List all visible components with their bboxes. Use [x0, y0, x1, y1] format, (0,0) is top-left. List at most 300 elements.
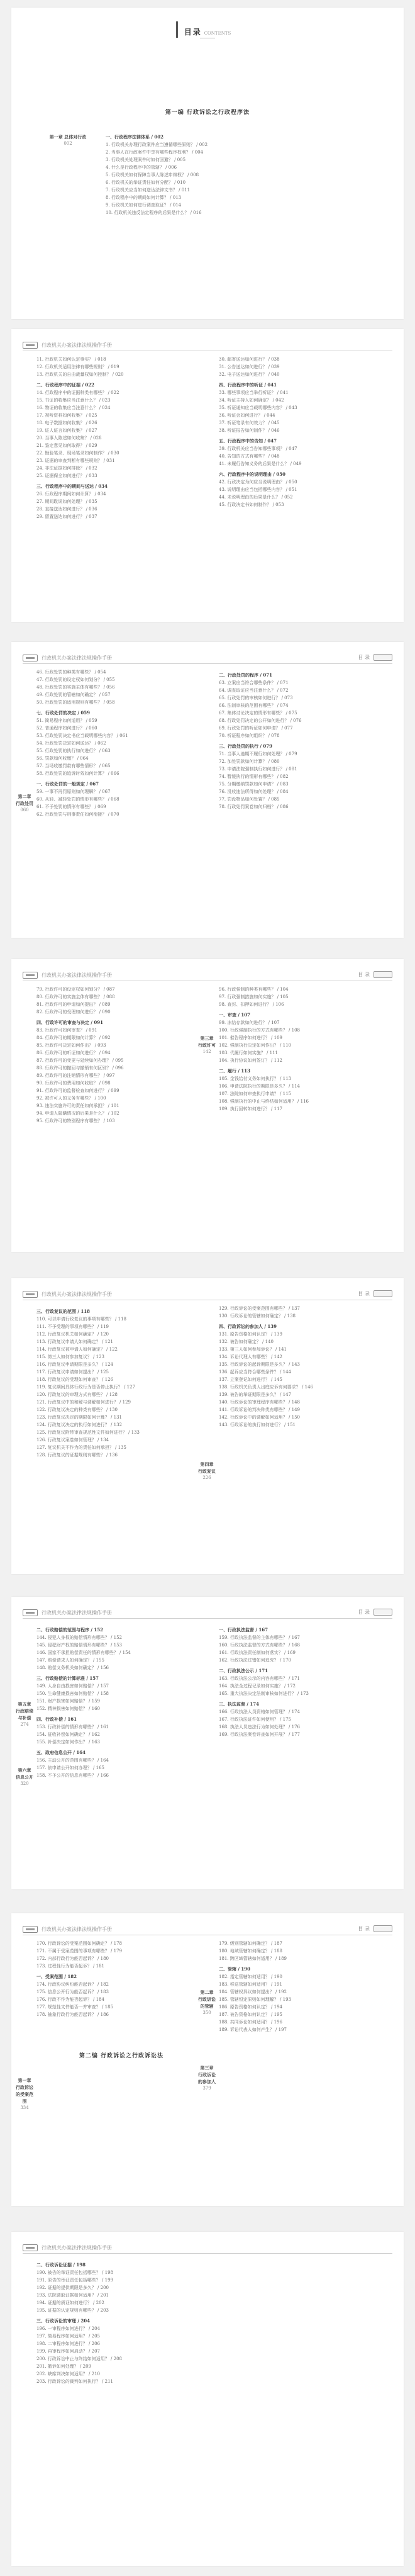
toc-entry: 62. 行政处罚与刑事责任如何衔接？ / 070	[36, 812, 119, 817]
toc-entry: 142. 行政诉讼中的调解如何适用？ / 150	[219, 1415, 300, 1420]
toc-section-heading: 四、行政许可的审查与决定 / 091	[36, 1020, 104, 1025]
toc-entry: 101. 催告程序如何进行？ / 109	[219, 1035, 282, 1040]
toc-entry: 52. 普通程序如何进行？ / 060	[36, 726, 97, 731]
toc-title-text: 目录	[184, 28, 202, 37]
toc-entry: 51. 简易程序如何适用？ / 059	[36, 718, 97, 723]
toc-entry: 66. 法制审核的范围有哪些？ / 074	[219, 703, 289, 708]
toc-section-heading: 四、行政程序中的听证 / 041	[219, 382, 277, 388]
toc-entry: 45. 行政决定书如何制作？ / 053	[219, 502, 284, 507]
chapter-label	[49, 133, 87, 147]
toc-entry: 48. 行政处罚的实施主体有哪些？ / 056	[36, 685, 115, 690]
publisher-logo-icon	[23, 1609, 38, 1616]
toc-entry: 27. 期间耽误如何处理？ / 035	[36, 499, 97, 504]
chapter-page: 060	[20, 807, 29, 813]
toc-entry: 35. 听证通知应当载明哪些内容？ / 043	[219, 405, 297, 410]
toc-entry: 42. 行政决定为何应当说明理由？ / 050	[219, 480, 297, 485]
toc-list-right	[219, 1623, 389, 1738]
toc-section-heading: 二、行政执法公示 / 171	[219, 1668, 268, 1673]
header-title: 行政机关办案法律法规操作手册	[42, 655, 112, 661]
chapter-name: 第二章 行政诉讼的管辖	[198, 1989, 216, 2009]
toc-entry: 93. 违法实施许可的责任如何承担？ / 101	[36, 1103, 119, 1108]
toc-entry: 119. 复议期间具体行政行为是否停止执行？ / 127	[36, 1385, 135, 1390]
toc-section-heading: 五、政府信息公开 / 164	[36, 1750, 86, 1755]
toc-entry: 22. 勘验笔录、现场笔录如何制作？ / 030	[36, 451, 119, 456]
toc-entry: 28. 直接送达如何进行？ / 036	[36, 507, 97, 512]
toc-entry: 192. 证据的提供期限是多久？ / 200	[36, 2285, 109, 2290]
toc-entry: 82. 行政许可的受理如何进行？ / 090	[36, 1010, 111, 1015]
toc-section-heading: 三、行政程序中的期间与送达 / 034	[36, 483, 108, 489]
header-title: 行政机关办案法律法规操作手册	[42, 1926, 112, 1932]
toc-entry: 186. 原告资格如何认定？ / 194	[219, 2005, 282, 2010]
toc-entry: 65. 行政处罚的审核如何进行？ / 073	[219, 695, 293, 700]
toc-entry: 41. 未履行告知义务的后果是什么？ / 049	[219, 461, 302, 466]
toc-entry: 112. 行政复议机关如何确定？ / 120	[36, 1332, 109, 1337]
toc-entry: 157. 依申请公开如何办理？ / 165	[36, 1765, 104, 1770]
toc-entry: 124. 行政复议决定的执行如何进行？ / 132	[36, 1422, 122, 1427]
toc-entry: 120. 行政复议的审理方式有哪些？ / 128	[36, 1392, 118, 1397]
toc-page-2	[11, 329, 404, 622]
toc-entry: 2. 当事人在行政案件中享有哪些程序权利？ / 004	[106, 150, 204, 155]
chapter-name: 第六章 信息公开	[16, 1767, 33, 1780]
toc-entry: 80. 行政许可的实施主体有哪些？ / 088	[36, 994, 115, 999]
toc-entry: 188. 共同诉讼如何适用？ / 196	[219, 2020, 282, 2025]
header-rule	[23, 2253, 392, 2254]
toc-list-left	[36, 1623, 206, 1779]
toc-entry: 95. 行政许可的特别程序有哪些？ / 103	[36, 1118, 115, 1123]
toc-entry: 29. 留置送达如何进行？ / 037	[36, 514, 97, 519]
chapter-name: 第一章 行政诉讼的受案范围	[16, 2078, 33, 2104]
toc-entry: 99. 冻结存款如何进行？ / 107	[219, 1020, 280, 1025]
toc-entry: 153. 行政补偿的情形有哪些？ / 161	[36, 1724, 109, 1730]
chapter-label	[15, 1701, 34, 1728]
toc-entry: 182. 指定管辖如何适用？ / 190	[219, 1974, 282, 1979]
publisher-logo-icon	[23, 972, 38, 979]
chapter-label	[197, 2064, 216, 2092]
toc-entry: 172. 内部行政行为能否起诉？ / 180	[36, 1956, 109, 1961]
header-title: 行政机关办案法律法规操作手册	[42, 1609, 112, 1616]
toc-entry: 196. 一审程序如何进行？ / 204	[36, 2326, 100, 2331]
toc-entry: 191. 原告的举证责任包括哪些？ / 199	[36, 2278, 113, 2283]
toc-list-right	[219, 1940, 389, 2033]
toc-entry: 106. 申请法院执行的期限是多久？ / 114	[219, 1084, 300, 1089]
toc-entry: 14. 行政程序中的证据种类有哪些？ / 022	[36, 390, 119, 395]
toc-entry: 138. 行政机关负责人出庭应诉有何要求？ / 146	[219, 1385, 313, 1390]
toc-entry: 200. 行政诉讼中止与终结如何适用？ / 208	[36, 2356, 122, 2361]
toc-entry: 166. 行政执法人员资格如何管理？ / 174	[219, 1709, 300, 1714]
chapter-name: 第二章 行政处罚	[16, 794, 33, 806]
toc-entry: 185. 管辖恒定原则如何理解？ / 193	[219, 1997, 291, 2002]
toc-entry: 197. 简易程序如何适用？ / 205	[36, 2334, 100, 2339]
header-right	[358, 654, 392, 661]
toc-entry: 50. 行政处罚的适用规则有哪些？ / 058	[36, 700, 115, 705]
toc-entry: 83. 行政许可如何审查？ / 091	[36, 1028, 97, 1033]
toc-entry: 145. 侵犯财产权的赔偿情形有哪些？ / 153	[36, 1643, 122, 1648]
toc-entry: 36. 听证会如何进行？ / 044	[219, 413, 275, 418]
toc-entry: 123. 行政复议决定的期限如何计算？ / 131	[36, 1415, 122, 1420]
toc-section-heading: 三、行政复议的范围 / 118	[36, 1308, 91, 1314]
toc-entry: 8. 行政程序中的期间如何计算？ / 013	[106, 195, 182, 200]
toc-section-heading: 二、行政诉讼证据 / 198	[36, 2262, 86, 2268]
toc-page-6	[11, 1597, 404, 1889]
toc-entry: 178. 抽象行政行为能否起诉？ / 186	[36, 2012, 109, 2017]
toc-entry: 168. 执法人员违法行为如何处理？ / 176	[219, 1724, 300, 1730]
toc-entry: 20. 当事人陈述如何收集？ / 028	[36, 436, 102, 441]
toc-entry: 77. 罚没物品如何处置？ / 085	[219, 797, 280, 802]
toc-entry: 24. 非法证据如何排除？ / 032	[36, 466, 97, 471]
toc-entry: 18. 电子数据如何收集？ / 026	[36, 420, 97, 425]
toc-entry: 201. 撤诉如何处理？ / 209	[36, 2364, 91, 2369]
toc-entry: 110. 可以申请行政复议的事项有哪些？ / 118	[36, 1317, 126, 1322]
toc-entry: 193. 法院调取证据如何适用？ / 201	[36, 2293, 109, 2298]
toc-entry: 78. 行政处罚案卷如何归档？ / 086	[219, 804, 289, 809]
toc-entry: 160. 行政执法监督的方式有哪些？ / 168	[219, 1643, 300, 1648]
toc-entry: 63. 立案应当符合哪些条件？ / 071	[219, 680, 289, 685]
toc-entry: 25. 证据保全如何进行？ / 033	[36, 473, 97, 478]
toc-entry: 11. 行政机关如何认定事实？ / 018	[36, 357, 106, 362]
toc-entry: 155. 补偿决定如何作出？ / 163	[36, 1740, 100, 1745]
toc-entry: 67. 集体讨论决定的情形有哪些？ / 075	[219, 711, 297, 716]
toc-section-heading: 二、管辖 / 190	[219, 1966, 251, 1972]
toc-entry: 38. 听证报告如何制作？ / 046	[219, 428, 280, 433]
toc-entry: 167. 行政执法证件如何使用？ / 175	[219, 1717, 291, 1722]
toc-entry: 19. 证人证言如何收集？ / 027	[36, 428, 97, 433]
toc-section-heading: 二、履行 / 113	[219, 1068, 251, 1074]
toc-entry: 140. 行政诉讼的审理程序有哪些？ / 148	[219, 1400, 300, 1405]
chapter-label	[15, 1767, 34, 1787]
toc-page-4	[11, 959, 404, 1252]
toc-section-heading: 二、行政赔偿的范围与程序 / 152	[36, 1627, 104, 1633]
chapter-label	[197, 1461, 216, 1482]
toc-entry: 32. 电子送达如何进行？ / 040	[219, 372, 280, 377]
toc-entry: 15. 书证的收集应当注意什么？ / 023	[36, 398, 111, 403]
toc-entry: 181. 跨区域管辖如何适用？ / 189	[219, 1956, 287, 1961]
chapter-name: 第三章 行政许可	[198, 1035, 216, 1048]
toc-entry: 184. 管辖权异议如何提出？ / 192	[219, 1989, 287, 1994]
toc-entry: 102. 强制执行决定如何作出？ / 110	[219, 1043, 291, 1048]
toc-entry: 97. 行政强制措施如何实施？ / 105	[219, 994, 289, 999]
toc-list-left	[36, 2258, 206, 2385]
toc-entry: 74. 暂缓执行的情形有哪些？ / 082	[219, 774, 289, 779]
toc-section-heading: 三、行政处罚的执行 / 079	[219, 743, 273, 749]
toc-entry: 71. 当事人逾期不履行如何处理？ / 079	[219, 751, 297, 756]
toc-entry: 199. 再审程序如何启动？ / 207	[36, 2349, 100, 2354]
toc-entry: 174. 行政协议纠纷能否起诉？ / 182	[36, 1982, 109, 1987]
header-right	[358, 1925, 392, 1932]
toc-entry: 137. 立案登记如何进行？ / 145	[219, 1377, 282, 1382]
toc-entry: 89. 行政许可的注销情形有哪些？ / 097	[36, 1073, 115, 1078]
toc-entry: 68. 行政处罚决定的公开如何进行？ / 076	[219, 718, 302, 723]
toc-entry: 5. 行政机关如何保障当事人陈述申辩权？ / 008	[106, 172, 199, 177]
toc-subtitle: CONTENTS	[204, 31, 231, 36]
toc-entry: 31. 公告送达如何进行？ / 039	[219, 364, 280, 369]
toc-entry: 179. 级别管辖如何确定？ / 187	[219, 1941, 282, 1946]
toc-entry: 187. 被告资格如何认定？ / 195	[219, 2012, 282, 2017]
toc-entry: 76. 没收违法所得如何处理？ / 084	[219, 789, 289, 794]
toc-entry: 154. 征收补偿如何确定？ / 162	[36, 1732, 100, 1737]
toc-entry: 3. 行政机关处理案件时如何回避？ / 005	[106, 157, 186, 162]
toc-entry: 55. 行政处罚的执行如何进行？ / 063	[36, 748, 111, 753]
chapter-page: 379	[202, 2086, 211, 2091]
page-header	[23, 1290, 392, 1298]
header-rule	[23, 1618, 392, 1619]
toc-entry: 58. 行政处罚的追诉时效如何计算？ / 066	[36, 771, 119, 776]
chapter-page: 350	[202, 2010, 211, 2015]
chapter-page: 142	[202, 1049, 211, 1054]
toc-entry: 143. 行政诉讼的执行如何进行？ / 151	[219, 1422, 296, 1427]
header-label: 目 录	[358, 972, 370, 977]
toc-entry: 75. 分期缴纳罚款如何申请？ / 083	[219, 782, 289, 787]
toc-entry: 72. 加处罚款如何计算？ / 080	[219, 759, 280, 764]
toc-entry: 10. 行政机关违反法定程序的后果是什么？ / 016	[106, 210, 202, 215]
toc-entry: 6. 行政机关的举证责任如何分配？ / 010	[106, 180, 186, 185]
toc-entry: 152. 精神损害如何赔偿？ / 160	[36, 1706, 100, 1711]
toc-entry: 130. 行政诉讼的管辖如何确定？ / 138	[219, 1313, 296, 1319]
toc-entry: 54. 行政处罚决定如何送达？ / 062	[36, 741, 106, 746]
toc-section-heading: 三、执法监督 / 174	[219, 1701, 260, 1707]
chapter-page: 320	[20, 1781, 29, 1786]
toc-entry: 171. 不属于受案范围的事项有哪些？ / 179	[36, 1949, 122, 1954]
toc-list-right	[219, 986, 389, 1113]
header-right	[358, 971, 392, 978]
toc-entry: 37. 听证笔录有何效力？ / 045	[219, 420, 280, 425]
toc-entry: 150. 生命健康损害如何赔偿？ / 158	[36, 1691, 109, 1696]
toc-entry: 47. 行政处罚的设定权如何划分？ / 055	[36, 677, 115, 682]
toc-entry: 53. 行政处罚决定书应当载明哪些内容？ / 061	[36, 733, 128, 738]
toc-entry: 43. 说明理由应当包括哪些内容？ / 051	[219, 487, 297, 492]
toc-entry: 12. 行政机关适用法律有哪些规则？ / 019	[36, 364, 119, 369]
toc-entry: 194. 证据的质证如何进行？ / 202	[36, 2300, 104, 2305]
toc-entry: 86. 行政许可的听证如何进行？ / 094	[36, 1050, 111, 1055]
header-title: 行政机关办案法律法规操作手册	[42, 342, 112, 348]
part-heading: 第一编 行政诉讼之行政程序法	[165, 110, 250, 116]
toc-entry: 136. 起诉应当符合哪些条件？ / 144	[219, 1370, 291, 1375]
toc-entry: 107. 法院如何审查执行申请？ / 115	[219, 1091, 291, 1096]
toc-entry: 33. 哪些事项应当举行听证？ / 041	[219, 390, 289, 395]
page-header	[23, 653, 392, 662]
toc-entry: 81. 行政许可的申请如何提出？ / 089	[36, 1002, 111, 1007]
page-header	[23, 1925, 392, 1933]
chapter-name: 第三章 行政诉讼的参加人	[198, 2065, 216, 2084]
toc-entry: 162. 行政执法过错如何追究？ / 170	[219, 1658, 291, 1663]
toc-title	[11, 25, 404, 37]
toc-entry: 165. 重大执法决定法制审核如何进行？ / 173	[219, 1691, 309, 1696]
toc-entry: 122. 行政复议决定的种类有哪些？ / 130	[36, 1407, 118, 1412]
toc-entry: 126. 行政复议案卷如何管理？ / 134	[36, 1437, 109, 1443]
toc-entry: 169. 行政执法案卷评查如何开展？ / 177	[219, 1732, 300, 1737]
toc-entry: 73. 申请法院强制执行如何进行？ / 081	[219, 767, 297, 772]
toc-list-left	[36, 1940, 206, 2018]
publisher-logo-icon	[23, 1291, 38, 1298]
toc-entry: 108. 强制执行的中止与终结如何适用？ / 116	[219, 1099, 309, 1104]
toc-entry: 98. 查封、扣押如何进行？ / 106	[219, 1002, 284, 1007]
toc-section-heading: 三、行政诉讼的审理 / 204	[36, 2318, 91, 2324]
publisher-logo-icon	[23, 2244, 38, 2251]
chapter-page: 226	[202, 1475, 211, 1480]
toc-entry: 21. 鉴定意见如何取得？ / 029	[36, 443, 97, 448]
toc-entry: 40. 告知的方式有哪些？ / 048	[219, 454, 280, 459]
toc-entry: 121. 行政复议中的和解与调解如何进行？ / 129	[36, 1400, 131, 1405]
toc-entry: 17. 视听资料如何收集？ / 025	[36, 413, 97, 418]
toc-entry: 203. 行政诉讼的裁判如何执行？ / 211	[36, 2379, 113, 2384]
toc-entry: 64. 调查取证应当注意什么？ / 072	[219, 688, 289, 693]
toc-entry: 198. 二审程序如何进行？ / 206	[36, 2341, 100, 2346]
header-title: 行政机关办案法律法规操作手册	[42, 1291, 112, 1297]
toc-entry: 23. 证据的审查判断有哪些规则？ / 031	[36, 458, 115, 463]
toc-entry: 117. 行政复议申请如何提出？ / 125	[36, 1370, 109, 1375]
toc-entry: 103. 代履行如何实施？ / 111	[219, 1050, 278, 1055]
header-badge	[374, 1925, 392, 1932]
toc-list-left	[36, 356, 206, 520]
toc-entry: 144. 侵犯人身权的赔偿情形有哪些？ / 152	[36, 1635, 122, 1640]
toc-entry: 161. 行政执法责任制如何落实？ / 169	[219, 1650, 296, 1655]
header-title: 行政机关办案法律法规操作手册	[42, 2244, 112, 2251]
toc-entry: 176. 行政不作为能否起诉？ / 184	[36, 1997, 104, 2002]
toc-entry: 177. 规范性文件能否一并审查？ / 185	[36, 2005, 113, 2010]
page-header	[23, 340, 392, 349]
toc-list	[106, 130, 313, 217]
toc-entry: 60. 从轻、减轻处罚的情形有哪些？ / 068	[36, 797, 119, 802]
toc-entry: 139. 被告的举证期限是多久？ / 147	[219, 1392, 291, 1397]
chapter-label	[15, 2077, 34, 2112]
toc-entry: 30. 邮寄送达如何进行？ / 038	[219, 357, 280, 362]
toc-entry: 180. 地域管辖如何确定？ / 188	[219, 1949, 282, 1954]
toc-entry: 111. 不予受理的事项有哪些？ / 119	[36, 1324, 109, 1329]
toc-entry: 1. 行政机关办理行政案件应当遵循哪些原则？ / 002	[106, 142, 208, 147]
toc-entry: 92. 被许可人的义务有哪些？ / 100	[36, 1096, 106, 1101]
toc-entry: 70. 听证程序如何组织？ / 078	[219, 733, 280, 738]
toc-entry: 57. 当场收缴罚款有哪些情形？ / 065	[36, 763, 111, 768]
publisher-logo-icon	[23, 342, 38, 349]
header-label: 目 录	[358, 1926, 370, 1932]
toc-entry: 164. 执法全过程记录如何实施？ / 172	[219, 1684, 296, 1689]
toc-entry: 4. 什么是行政程序中的管辖？ / 006	[106, 165, 177, 170]
toc-entry: 61. 不予处罚的情形有哪些？ / 069	[36, 804, 106, 809]
toc-entry: 90. 行政许可的费用如何收取？ / 098	[36, 1081, 111, 1086]
toc-entry: 147. 赔偿请求人如何确定？ / 155	[36, 1658, 104, 1663]
toc-entry: 84. 行政许可的期限如何计算？ / 092	[36, 1035, 111, 1040]
chapter-label	[15, 793, 34, 814]
toc-entry: 127. 复议机关不作为的责任如何承担？ / 135	[36, 1445, 126, 1450]
header-badge	[374, 1290, 392, 1297]
publisher-logo-icon	[23, 1926, 38, 1933]
toc-entry: 189. 诉讼代表人如何产生？ / 197	[219, 2027, 287, 2032]
toc-section-heading: 四、行政补偿 / 161	[36, 1716, 77, 1722]
chapter-name: 第四章 行政复议	[198, 1461, 216, 1474]
page-header	[23, 1608, 392, 1617]
toc-page-1	[11, 8, 404, 319]
toc-entry: 94. 申请人隐瞒情况的后果是什么？ / 102	[36, 1111, 119, 1116]
toc-section-heading: 三、行政赔偿的计算标准 / 157	[36, 1675, 99, 1681]
toc-section-heading: 五、行政程序中的告知 / 047	[219, 438, 277, 444]
toc-section-heading: 七、行政处罚的决定 / 059	[36, 710, 91, 716]
header-right	[358, 1290, 392, 1297]
toc-entry: 39. 行政机关应当告知哪些事项？ / 047	[219, 446, 297, 451]
toc-entry: 183. 移送管辖如何适用？ / 191	[219, 1982, 282, 1987]
toc-section-heading: 一、审查 / 107	[219, 1012, 251, 1018]
toc-entry: 149. 人身自由损害如何赔偿？ / 157	[36, 1684, 109, 1689]
toc-section-heading: 二、行政处罚的程序 / 071	[219, 672, 273, 678]
toc-entry: 133. 第三人如何参加诉讼？ / 141	[219, 1347, 287, 1352]
toc-entry: 26. 行政程序期间如何计算？ / 034	[36, 492, 106, 497]
toc-entry: 9. 行政机关如何进行调查取证？ / 014	[106, 203, 182, 208]
toc-entry: 87. 行政许可的变更与延续如何办理？ / 095	[36, 1058, 124, 1063]
toc-entry: 85. 行政许可决定如何作出？ / 093	[36, 1043, 106, 1048]
toc-entry: 49. 行政处罚的管辖如何确定？ / 057	[36, 692, 111, 697]
toc-list-right	[219, 1305, 389, 1429]
toc-list-left	[36, 668, 206, 818]
toc-entry: 118. 行政复议的受理如何审查？ / 126	[36, 1377, 113, 1382]
header-rule	[23, 663, 392, 664]
toc-section-heading: 六、行政程序中的说明理由 / 050	[219, 471, 286, 477]
part-heading: 第二编 行政诉讼之行政诉讼法	[79, 2053, 164, 2059]
toc-page-8	[11, 2232, 404, 2566]
toc-entry: 13. 行政机关的自由裁量权如何控制？ / 020	[36, 372, 124, 377]
header-right	[358, 1609, 392, 1616]
toc-list-right	[219, 356, 389, 509]
toc-entry: 128. 行政复议的证据规则有哪些？ / 136	[36, 1453, 118, 1458]
toc-entry: 79. 行政许可的设定权如何划分？ / 087	[36, 987, 115, 992]
header-badge	[374, 971, 392, 978]
toc-entry: 46. 行政处罚的种类有哪些？ / 054	[36, 670, 106, 675]
toc-entry: 202. 缺席判决如何适用？ / 210	[36, 2371, 100, 2376]
toc-section-heading: 一、行政程序法律体系 / 002	[106, 134, 164, 140]
chapter-name: 第一章 总体对行政	[49, 134, 87, 140]
toc-entry: 109. 执行回转如何进行？ / 117	[219, 1106, 282, 1111]
header-label: 目 录	[358, 655, 370, 660]
toc-entry: 170. 行政诉讼的受案范围如何确定？ / 178	[36, 1941, 122, 1946]
toc-page-7	[11, 1913, 404, 2206]
toc-entry: 132. 被告如何确定？ / 140	[219, 1339, 274, 1344]
toc-entry: 114. 行政复议被申请人如何确定？ / 122	[36, 1347, 118, 1352]
toc-entry: 173. 过程性行为能否起诉？ / 181	[36, 1964, 104, 1969]
toc-entry: 141. 行政诉讼的判决种类有哪些？ / 149	[219, 1407, 300, 1412]
toc-entry: 190. 被告的举证责任包括哪些？ / 198	[36, 2270, 113, 2275]
toc-entry: 116. 行政复议申请期限是多久？ / 124	[36, 1362, 113, 1367]
toc-entry: 134. 诉讼代理人有哪些？ / 142	[219, 1354, 282, 1359]
header-label: 目 录	[358, 1291, 370, 1296]
toc-entry: 151. 财产损害如何赔偿？ / 159	[36, 1699, 100, 1704]
toc-section-heading: 一、行政执法监督 / 167	[219, 1627, 268, 1633]
toc-list-left	[36, 986, 206, 1125]
toc-entry: 44. 未说明理由的后果是什么？ / 052	[219, 495, 293, 500]
header-title: 行政机关办案法律法规操作手册	[42, 972, 112, 978]
toc-entry: 129. 行政诉讼的受案范围有哪些？ / 137	[219, 1306, 300, 1311]
toc-entry: 159. 行政执法监督的主体有哪些？ / 167	[219, 1635, 300, 1640]
toc-section-heading: 一、行政处罚的一般规定 / 067	[36, 781, 99, 787]
toc-entry: 88. 行政许可的撤回与撤销有何区别？ / 096	[36, 1066, 124, 1071]
chapter-page: 334	[20, 2105, 29, 2110]
toc-entry: 146. 国家不承担赔偿责任的情形有哪些？ / 154	[36, 1650, 131, 1655]
toc-list-right	[219, 668, 389, 811]
toc-list-left	[36, 1305, 206, 1459]
chapter-name: 第五章 行政赔偿与补偿	[16, 1701, 33, 1721]
toc-entry: 69. 行政处罚的听证如何申请？ / 077	[219, 726, 293, 731]
header-badge	[374, 1609, 392, 1616]
toc-entry: 16. 物证的收集应当注意什么？ / 024	[36, 405, 111, 410]
toc-entry: 135. 行政诉讼的起诉期限是多久？ / 143	[219, 1362, 300, 1367]
page-header	[23, 2243, 392, 2252]
toc-entry: 34. 听证主持人如何确定？ / 042	[219, 398, 284, 403]
toc-entry: 125. 行政复议附带审查规范性文件如何进行？ / 133	[36, 1430, 140, 1435]
toc-entry: 158. 不予公开的信息有哪些？ / 166	[36, 1773, 109, 1778]
toc-entry: 175. 信息公开行为能否起诉？ / 183	[36, 1989, 109, 1994]
toc-entry: 131. 原告资格如何认定？ / 139	[219, 1332, 282, 1337]
toc-entry: 113. 行政复议申请人如何确定？ / 121	[36, 1339, 113, 1344]
toc-entry: 195. 证据的认定规则有哪些？ / 203	[36, 2308, 109, 2313]
chapter-page: 002	[64, 141, 72, 146]
toc-entry: 100. 行政强制执行的方式有哪些？ / 108	[219, 1028, 300, 1033]
toc-section-heading: 四、行政诉讼的参加人 / 139	[219, 1324, 277, 1329]
